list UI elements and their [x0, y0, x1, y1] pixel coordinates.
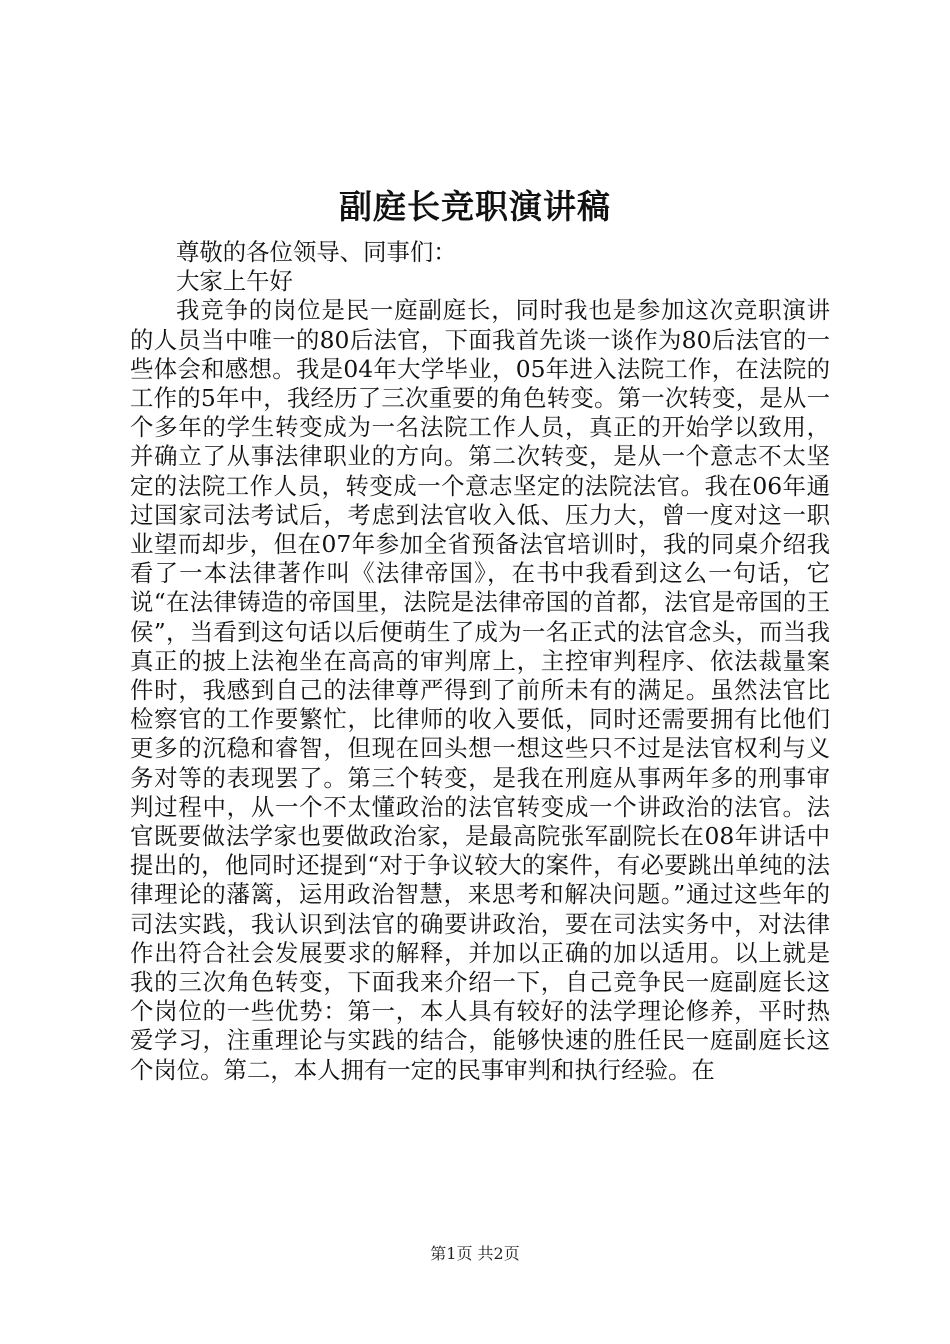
- salutation-line: 尊敬的各位领导、同事们：: [176, 238, 457, 266]
- page-footer: 第1页 共2页: [430, 1244, 520, 1263]
- document-title: 副庭长竞职演讲稿: [339, 187, 611, 226]
- document-body: [130, 238, 830, 1085]
- speech-paragraph: 我竞争的岗位是民一庭副庭长，同时我也是参加这次竞职演讲的人员当中唯一的80后法官，下面我首先谈一谈作为80后法官的一些体会和感想。我是04年大学毕业，05年进入法院工作，在法院的工作的5年中，我经历了三次重要的角色转变。第一次转变，是从一个多年的学生转变成为一名法院工作人员，真正的开始学以致用，并确立了从事法律职业的方向。第二次转变，是从一个意志不太坚定的法院工作人员，转变成一个意志坚定的法院法官。我在06年通过国家司法考试后，考虑到法官收入低、压力大，曾一度对这一职业望而却步，但在07年参加全省预备法官培训时，我的同桌介绍我看了一本法律著作叫《法律帝国》，在书中我看到这么一句话，它说“在法律铸造的帝国里，法院是法律帝国的首都，法官是帝国的王侯”，当看到这句话以后便萌生了成为一名正式的法官念头，而当我真正的披上法袍坐在高高的审判席上，主控审判程序、依法裁量案件时，我感到自己的法律尊严得到了前所未有的满足。虽然法官比检察官的工作要繁忙，比律师的收入要低，同时还需要拥有比他们更多的沉稳和睿智，但现在回头想一想这些只不过是法官权利与义务对等的表现罢了。第三个转变，是我在刑庭从事两年多的刑事审判过程中，从一个不太懂政治的法官转变成一个讲政治的法官。法官既要做法学家也要做政治家，是最高院张军副院长在08年讲话中提出的，他同时还提到“对于争议较大的案件，有必要跳出单纯的法律理论的藩篱，运用政治智慧，来思考和解决问题。”通过这些年的司法实践，我认识到法官的确要讲政治，要在司法实务中，对法律作出符合社会发展要求的解释，并加以正确的加以适用。以上就是我的三次角色转变，下面我来介绍一下，自己竞争民一庭副庭长这个岗位的一些优势：第一，本人具有较好的法学理论修养，平时热爱学习，注重理论与实践的结合，能够快速的胜任民一庭副庭长这个岗位。第二，本人拥有一定的民事审判和执行经验。在: [130, 296, 830, 1084]
- greeting-line: 大家上午好: [176, 267, 293, 296]
